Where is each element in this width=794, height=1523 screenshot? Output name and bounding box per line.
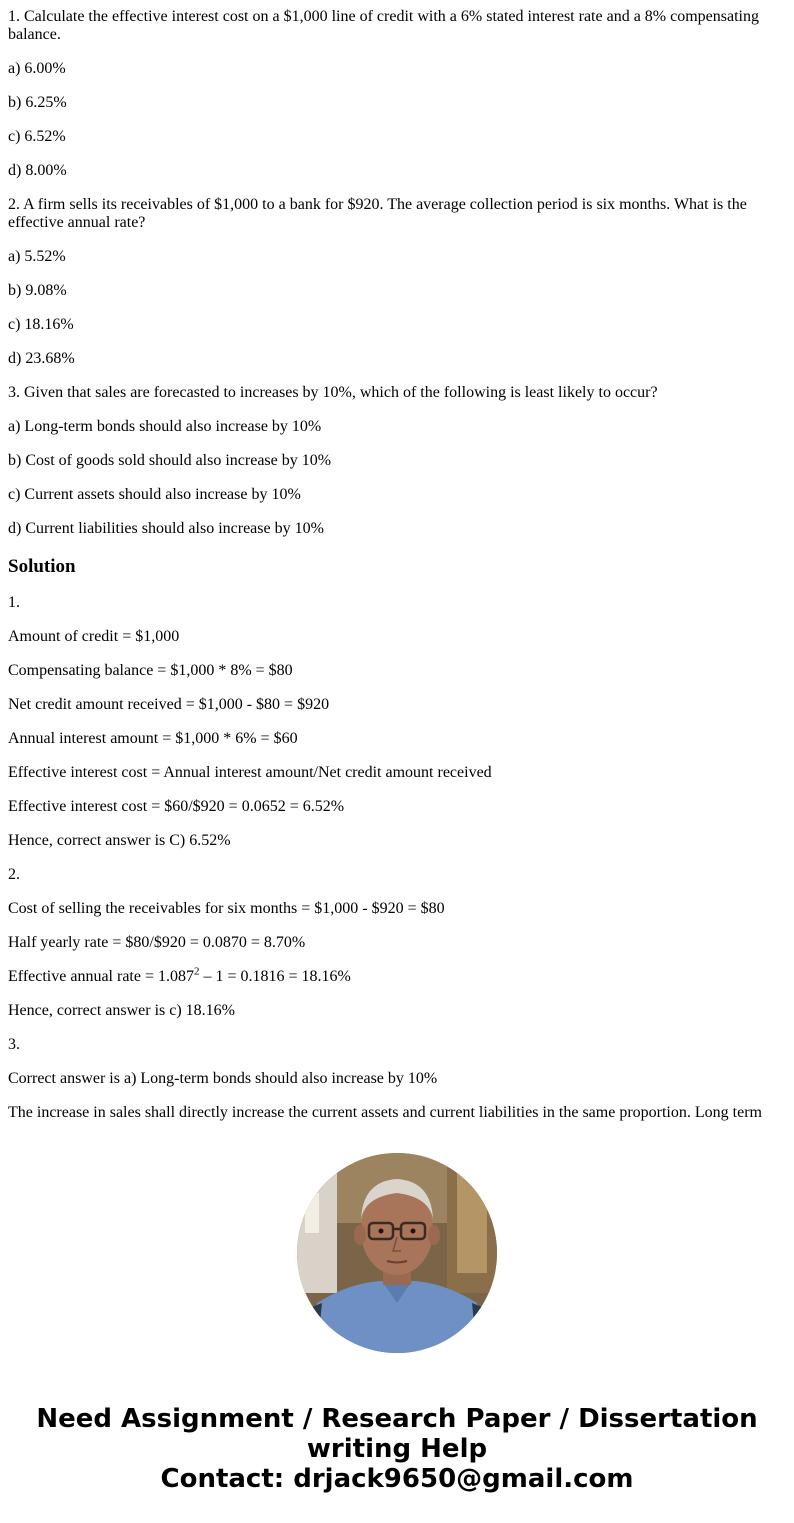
solution-3-explanation: The increase in sales shall directly increase the current assets and current liabilities in the same proportion. Long term [8, 1104, 762, 1121]
effective-rate-result: – 1 = 0.1816 = 18.16% [199, 968, 351, 985]
solution-1-number: 1. [8, 594, 20, 611]
solution-1-line: Net credit amount received = $1,000 - $80 = $920 [8, 696, 330, 713]
contact-banner [0, 1404, 794, 1494]
banner-line-2: writing Help [306, 1434, 488, 1464]
question-2-option-d: d) 23.68% [8, 350, 75, 367]
solution-2-effective-rate [8, 965, 778, 986]
solution-1-answer: Hence, correct answer is C) 6.52% [8, 832, 231, 849]
question-3-text: 3. Given that sales are forecasted to increases by 10%, which of the following is least likely to occur? [8, 384, 658, 401]
solution-1-line: Effective interest cost = $60/$920 = 0.0652 = 6.52% [8, 798, 345, 815]
question-3-option-b: b) Cost of goods sold should also increase by 10% [8, 452, 332, 469]
question-2-text: 2. A firm sells its receivables of $1,000 to a bank for $920. The average collection period is six months. What is the effective annual rate? [8, 196, 747, 231]
solution-1-line: Annual interest amount = $1,000 * 6% = $60 [8, 730, 298, 747]
solution-2-number: 2. [8, 866, 20, 883]
document-content [8, 0, 778, 1122]
question-2-option-b: b) 9.08% [8, 282, 67, 299]
solution-heading: Solution [8, 556, 76, 577]
avatar-photo-icon [297, 1153, 497, 1353]
question-1-option-c: c) 6.52% [8, 128, 66, 145]
avatar [297, 1153, 497, 1353]
solution-3-answer: Correct answer is a) Long-term bonds should also increase by 10% [8, 1070, 438, 1087]
question-1-option-d: d) 8.00% [8, 162, 67, 179]
solution-3-number: 3. [8, 1036, 20, 1053]
banner-contact: Contact: drjack9650@gmail.com [160, 1464, 634, 1494]
solution-2-line: Cost of selling the receivables for six months = $1,000 - $920 = $80 [8, 900, 445, 917]
effective-rate-exponent: 2 [193, 965, 200, 978]
solution-1-line: Compensating balance = $1,000 * 8% = $80 [8, 662, 293, 679]
solution-2-answer: Hence, correct answer is c) 18.16% [8, 1002, 236, 1019]
question-1-option-b: b) 6.25% [8, 94, 67, 111]
question-1-option-a: a) 6.00% [8, 60, 66, 77]
solution-1-line: Amount of credit = $1,000 [8, 628, 180, 645]
question-2-option-c: c) 18.16% [8, 316, 74, 333]
question-3-option-c: c) Current assets should also increase by 10% [8, 486, 301, 503]
question-3-option-a: a) Long-term bonds should also increase by 10% [8, 418, 322, 435]
question-2-option-a: a) 5.52% [8, 248, 66, 265]
question-1-text: 1. Calculate the effective interest cost on a $1,000 line of credit with a 6% stated interest rate and a 8% compensating balance. [8, 8, 759, 43]
solution-1-line: Effective interest cost = Annual interest amount/Net credit amount received [8, 764, 492, 781]
question-3-option-d: d) Current liabilities should also increase by 10% [8, 520, 324, 537]
banner-line-1: Need Assignment / Research Paper / Dissertation [36, 1404, 758, 1434]
solution-2-line: Half yearly rate = $80/$920 = 0.0870 = 8.70% [8, 934, 306, 951]
effective-rate-base: Effective annual rate = 1.087 [8, 968, 194, 985]
